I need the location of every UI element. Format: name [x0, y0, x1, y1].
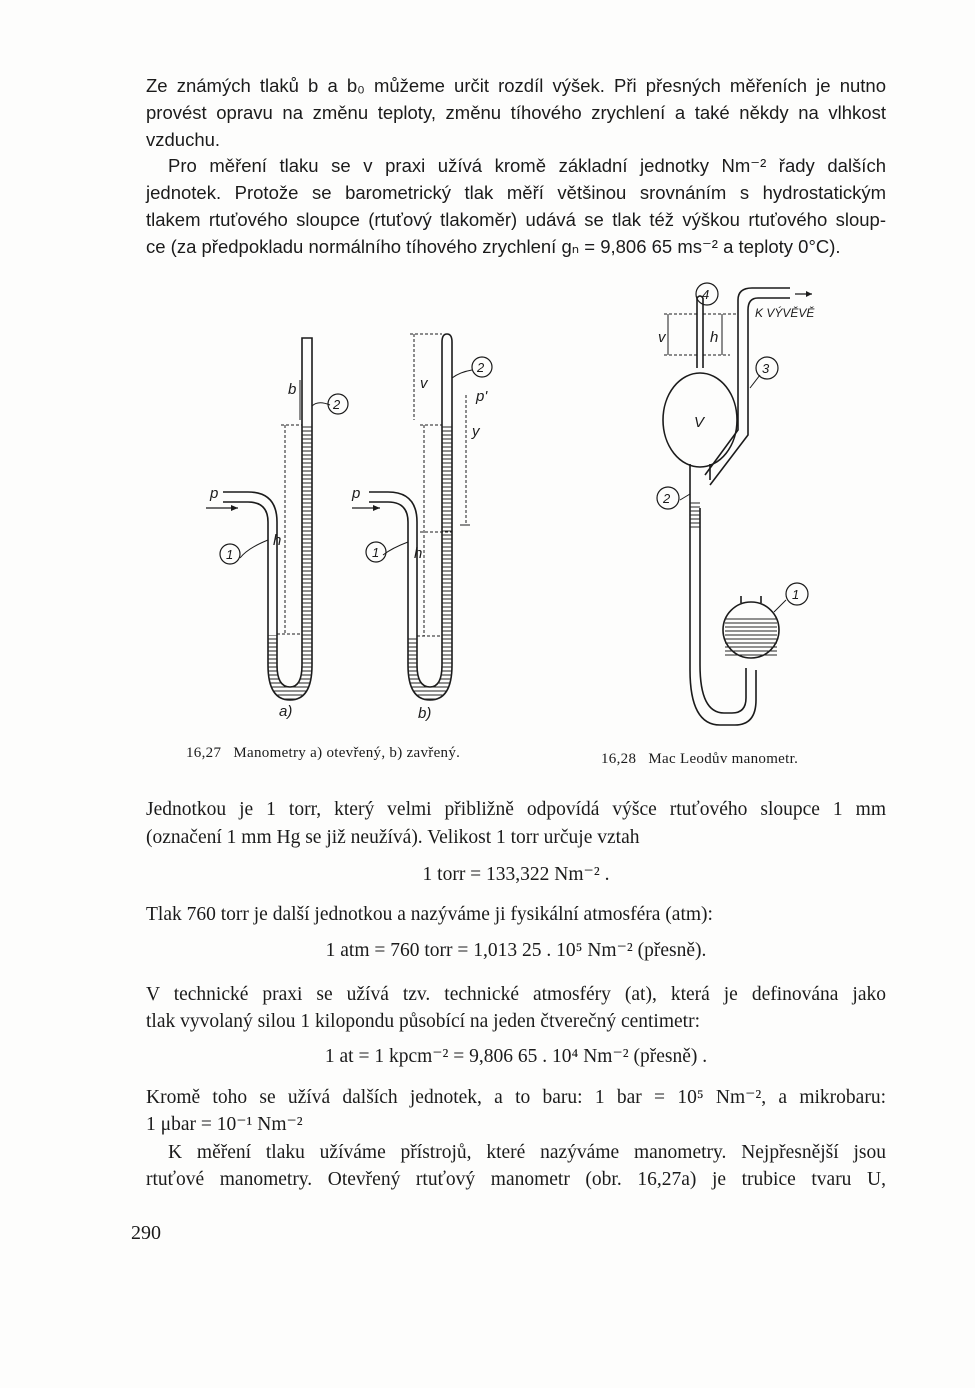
text-line: ce (za předpokladu normálního tíhového zrychlení gₙ = 9,806 65 ms⁻² a teploty 0°C).	[146, 236, 841, 257]
label-h: h	[710, 329, 719, 346]
manometer-open	[206, 338, 330, 700]
paragraph-7	[146, 1139, 886, 1193]
paragraph-2	[146, 152, 886, 260]
caption-text: Manometry a) otevřený, b) zavřený.	[233, 745, 461, 761]
text-line: Ze známých tlaků b a b₀ můžeme určit rozdíl výšek. Při přesných měřeních je nutno	[146, 75, 886, 96]
text-line: 1 μbar = 10⁻¹ Nm⁻²	[146, 1114, 303, 1135]
label-circle-2: 2	[477, 360, 485, 375]
equation-atm: 1 atm = 760 torr = 1,013 25 . 10⁵ Nm⁻² (přesně).	[325, 940, 707, 961]
mcleod-manometer	[663, 288, 812, 725]
label-circle-4: 4	[702, 287, 710, 302]
equation-torr: 1 torr = 133,322 Nm⁻² .	[422, 864, 610, 885]
figures	[0, 270, 975, 740]
label-v: v	[420, 375, 428, 392]
paragraph-4	[146, 901, 886, 928]
text-line: Kromě toho se užívá dalších jednotek, a to baru: 1 bar = 10⁵ Nm⁻², a mikrobaru:	[146, 1087, 886, 1108]
label-p: p	[352, 485, 361, 502]
label-h: h	[273, 532, 282, 549]
label-h: h	[414, 545, 423, 562]
caption-16-28	[601, 751, 798, 768]
label-b: b	[288, 381, 297, 398]
label-v: v	[658, 329, 666, 346]
label-circle-2: 2	[333, 397, 341, 412]
manometer-closed	[352, 334, 472, 700]
paragraph-5	[146, 981, 886, 1035]
text-line: vzduchu.	[146, 129, 221, 150]
label-p-prime: p'	[476, 388, 488, 405]
text-line: Jednotkou je 1 torr, který velmi přibližně odpovídá výšce rtuťového sloupce 1 mm	[146, 799, 886, 820]
label-p: p	[210, 485, 219, 502]
label-V: V	[694, 414, 705, 431]
page-number: 290	[131, 1222, 161, 1244]
text-line: Pro měření tlaku se v praxi užívá kromě základní jednotky Nm⁻² řady dalších	[168, 155, 886, 176]
label-part-b: b)	[418, 705, 432, 722]
caption-number: 16,27	[186, 745, 222, 761]
text-line: K měření tlaku užíváme přístrojů, které nazýváme manometry. Nejpřesnější jsou	[168, 1142, 886, 1163]
label-y: y	[472, 423, 480, 440]
paragraph-6	[146, 1084, 886, 1138]
text-line: V technické praxi se užívá tzv. technické atmosféry (at), která je definována jako	[146, 984, 886, 1005]
label-circle-1: 1	[226, 547, 234, 562]
text-line: (označení 1 mm Hg se již neužívá). Velikost 1 torr určuje vztah	[146, 827, 640, 848]
text-line: rtuťové manometry. Otevřený rtuťový manometr (obr. 16,27a) je trubice tvaru U,	[146, 1169, 886, 1190]
text-line: tlakem rtuťového sloupce (rtuťový tlakoměr) udává se tlak též výškou rtuťového sloup-	[146, 209, 886, 230]
caption-number: 16,28	[601, 751, 637, 767]
text-line: Tlak 760 torr je další jednotkou a nazýváme ji fysikální atmosféra (atm):	[146, 904, 713, 925]
label-circle-1: 1	[372, 545, 380, 560]
text-line: provést opravu na změnu teploty, změnu tíhového zrychlení a také někdy na vlhkost	[146, 102, 886, 123]
label-k-vyveve: K VÝVĚVĚ	[755, 306, 815, 320]
label-circle-2: 2	[663, 491, 671, 506]
fig-16-27b-labels	[351, 357, 492, 722]
paragraph-1	[146, 72, 886, 153]
fig-16-28-labels	[657, 283, 815, 605]
fig-16-27a-labels	[209, 381, 348, 720]
paragraph-3	[146, 796, 886, 852]
caption-text: Mac Leodův manometr.	[648, 751, 799, 767]
text-line: tlak vyvolaný silou 1 kilopondu působící na jeden čtverečný centimetr:	[146, 1011, 700, 1032]
label-circle-3: 3	[762, 361, 770, 376]
label-circle-1: 1	[792, 587, 800, 602]
caption-16-27	[186, 745, 460, 762]
label-part-a: a)	[279, 703, 293, 720]
text-line: jednotek. Protože se barometrický tlak měří většinou srovnáním s hydrostatickým	[146, 182, 886, 203]
equation-at: 1 at = 1 kpcm⁻² = 9,806 65 . 10⁴ Nm⁻² (přesně) .	[324, 1046, 708, 1067]
